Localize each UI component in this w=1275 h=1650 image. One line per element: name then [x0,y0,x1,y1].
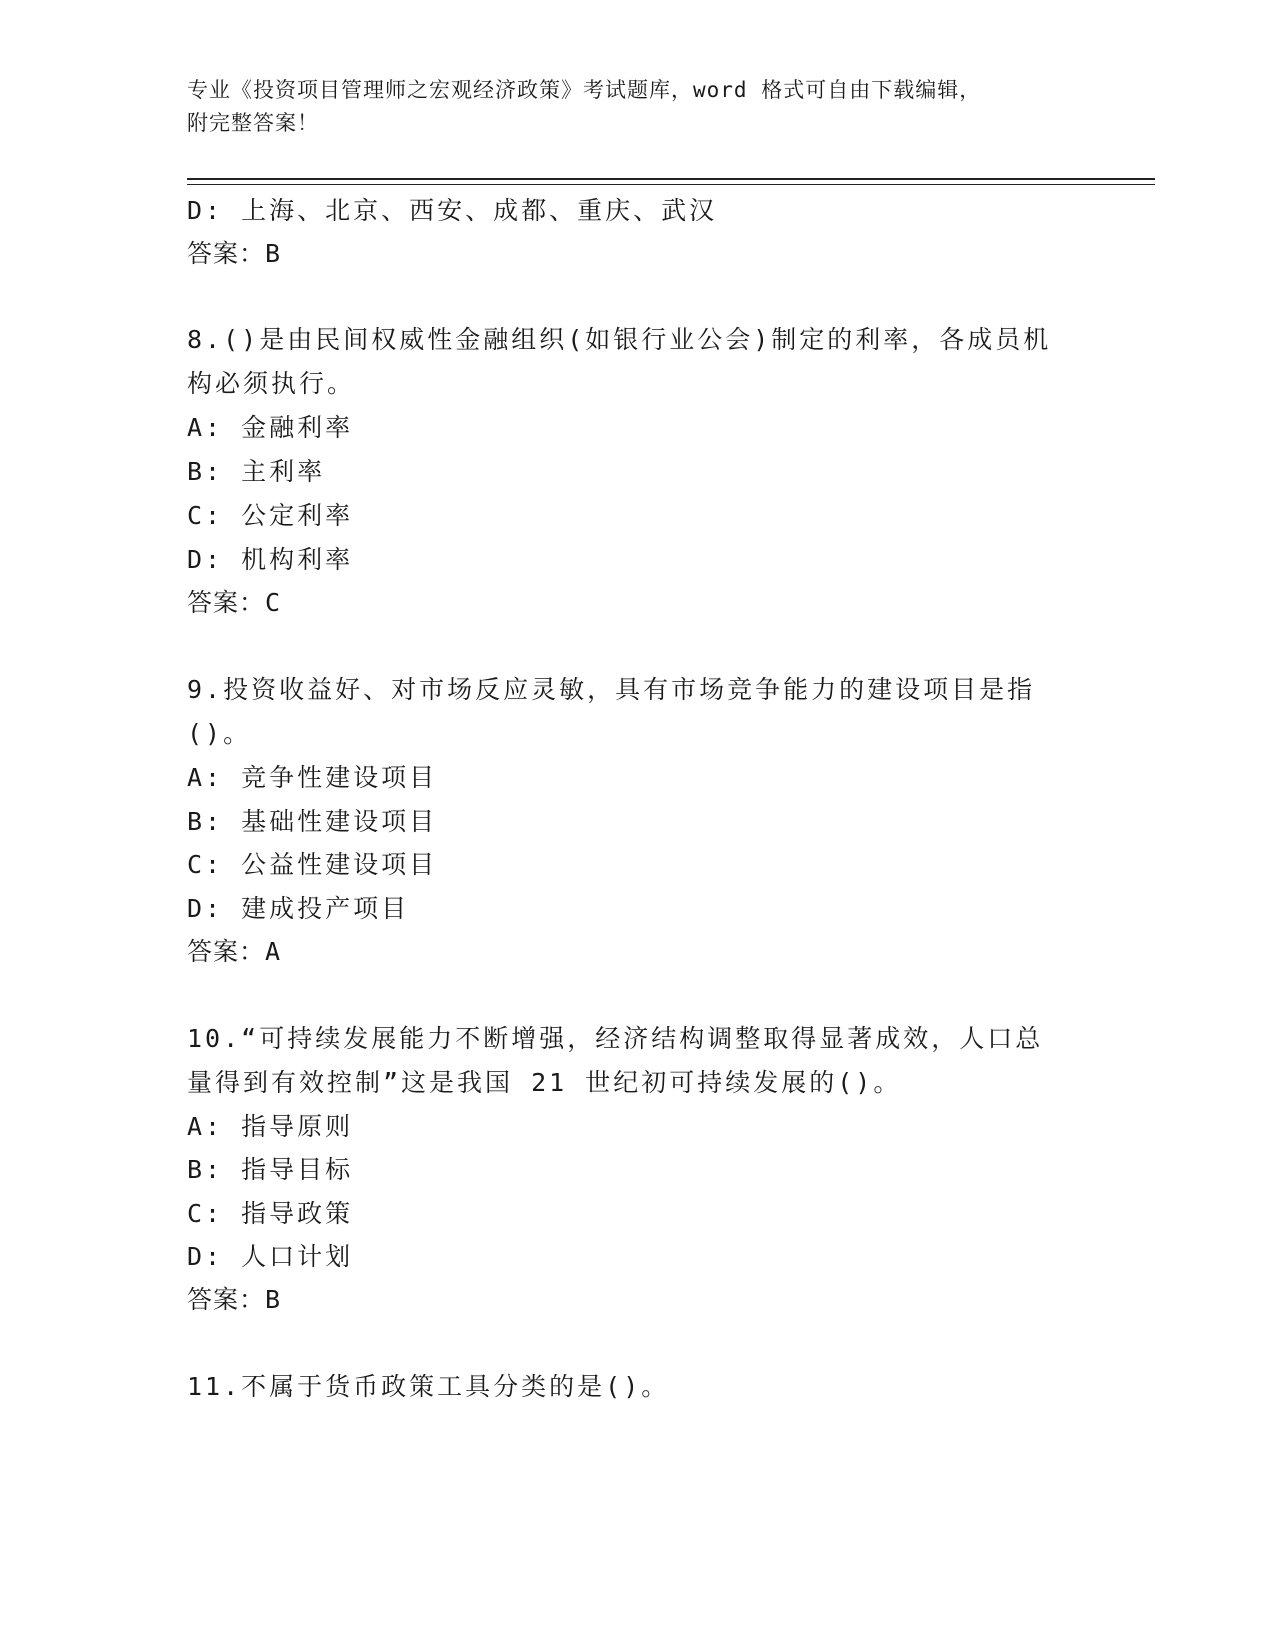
question-11-stem-line-1: 11.不属于货币政策工具分类的是()。 [187,1372,670,1401]
question-10-option-c: C: 指导政策 [187,1199,354,1228]
question-10-stem-line-1: 10.“可持续发展能力不断增强，经济结构调整取得显著成效，人口总 [187,1024,1044,1053]
question-10-stem-line-2: 量得到有效控制”这是我国 21 世纪初可持续发展的()。 [187,1068,902,1097]
question-9-option-a: A: 竞争性建设项目 [187,763,438,792]
header-line-1: 专业《投资项目管理师之宏观经济政策》考试题库，word 格式可自由下载编辑， [187,78,982,102]
question-10-option-d: D: 人口计划 [187,1242,354,1271]
question-8-option-c: C: 公定利率 [187,501,354,530]
document-header [187,74,1087,140]
header-divider-thick [187,178,1155,180]
answer-value: A [265,937,282,966]
header-line-2: 附完整答案！ [187,111,319,135]
question-8-stem-line-2: 构必须执行。 [187,369,356,398]
answer-value: B [265,239,282,268]
question-9-option-d: D: 建成投产项目 [187,894,410,923]
question-8-answer [187,583,281,619]
question-10-option-a: A: 指导原则 [187,1112,354,1141]
question-9-option-b: B: 基础性建设项目 [187,807,438,836]
prev-option-d: D: 上海、北京、西安、成都、重庆、武汉 [187,196,718,225]
question-9-stem-line-1: 9.投资收益好、对市场反应灵敏，具有市场竞争能力的建设项目是指 [187,675,1036,704]
question-8-option-d: D: 机构利率 [187,545,354,574]
answer-label: 答案： [187,937,266,966]
answer-label: 答案： [187,588,266,617]
question-10-option-b: B: 指导目标 [187,1155,354,1184]
question-8-stem-line-1: 8.()是由民间权威性金融组织(如银行业公会)制定的利率，各成员机 [187,325,1052,354]
answer-label: 答案： [187,239,266,268]
prev-answer [187,234,281,270]
answer-value: C [265,588,282,617]
header-divider-thin [187,184,1155,185]
answer-value: B [265,1285,282,1314]
question-9-stem-line-2: ()。 [187,719,252,748]
question-9-option-c: C: 公益性建设项目 [187,850,438,879]
question-9-answer [187,932,281,968]
question-8-option-b: B: 主利率 [187,457,326,486]
question-8-option-a: A: 金融利率 [187,413,354,442]
answer-label: 答案： [187,1285,266,1314]
question-10-answer [187,1280,281,1316]
